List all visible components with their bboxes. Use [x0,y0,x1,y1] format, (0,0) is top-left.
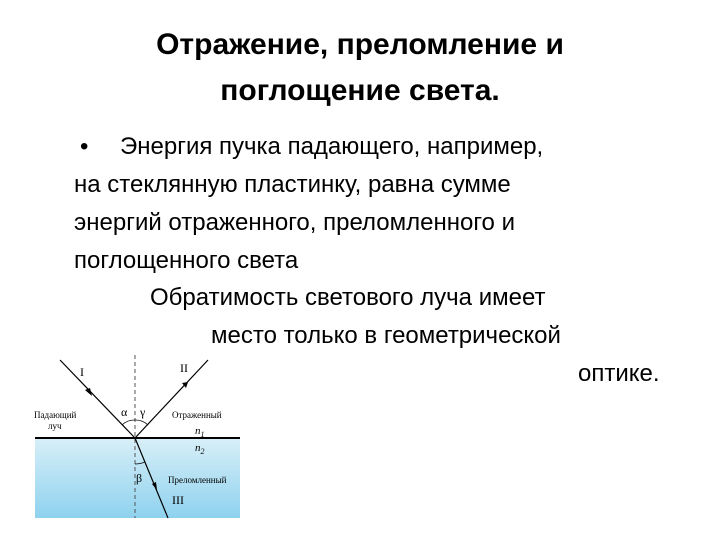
ray-label-incident: I [80,365,84,379]
bullet-line-3: энергий отраженного, преломленного и [74,209,515,236]
incident-ray [60,360,135,438]
label-reflected: Отраженный [172,410,222,420]
n2-letter: n [195,442,201,454]
slide-title [40,22,680,114]
index-label-n1 [195,425,205,439]
angle-alpha-arc [122,420,135,425]
bullet-line-1 [74,128,694,166]
angle-gamma-arc [135,420,148,425]
ray-label-refracted: III [172,493,184,507]
reversibility-line-1: Обратимость светового луча имеет [150,284,546,311]
reversibility-line-2: место только в геометрической [211,322,561,349]
n2-subscript: 2 [200,447,205,456]
n1-letter: n [195,425,201,437]
angle-label-gamma: γ [140,405,146,419]
bullet-text-1: Энергия пучка падающего, например, [120,133,544,160]
slide-title-line-1: Отражение, преломление и [156,28,564,61]
label-incident-line-1: Падающий [34,410,77,420]
refraction-diagram [30,350,240,520]
label-refracted: Преломленный [168,475,227,485]
angle-label-beta: β [136,471,143,485]
angle-label-alpha: α [121,405,128,419]
bullet-line-2: на стеклянную пластинку, равна сумме [74,171,511,198]
ray-label-reflected: II [180,361,188,375]
incident-ray-arrow [85,388,92,396]
bullet-paragraph [74,128,694,280]
bullet-marker: • [80,133,89,160]
reversibility-line-3: оптике. [578,360,660,387]
slide-title-line-2: поглощение света. [220,74,500,107]
n1-subscript: 1 [200,430,205,439]
bullet-line-4: поглощенного света [74,247,299,274]
label-incident-line-2: луч [48,421,62,431]
